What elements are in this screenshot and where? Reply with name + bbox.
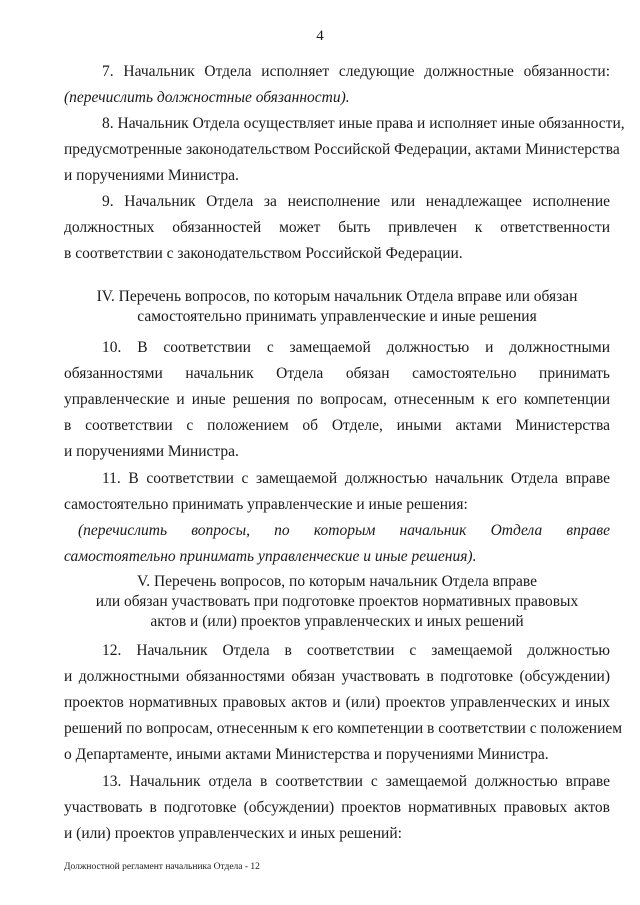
paragraph-line: управленческие и иные решения по вопросам, отнесенным к его компетенции	[64, 391, 610, 408]
paragraph-line: в соответствии с положением об Отделе, иными актами Министерства	[64, 417, 610, 434]
paragraph-12	[64, 638, 623, 768]
paragraph-10	[64, 335, 610, 465]
paragraph-line: и (или) проектов управленческих и иных решений:	[64, 825, 402, 842]
page-number: 4	[316, 28, 324, 44]
paragraph-9	[64, 189, 610, 267]
paragraph-line: проектов нормативных правовых актов и (или) проектов управленческих и иных	[64, 694, 610, 711]
heading-line: V. Перечень вопросов, по которым начальник Отдела вправе	[137, 573, 537, 590]
paragraph-13	[64, 769, 610, 847]
paragraph-line: (перечислить вопросы, по которым начальник Отдела вправе	[78, 522, 610, 539]
paragraph-line: 10. В соответствии с замещаемой должностью и должностными	[102, 339, 610, 356]
page-footer: Должностной регламент начальника Отдела - 12	[64, 862, 260, 872]
paragraph-line: (перечислить должностные обязанности).	[64, 89, 350, 106]
paragraph-line: решений по вопросам, отнесенным к его компетенции в соответствии с положением	[64, 720, 623, 737]
paragraph-line: участвовать в подготовке (обсуждении) проектов нормативных правовых актов	[64, 799, 610, 816]
heading-line: актов и (или) проектов управленческих и иных решений	[150, 613, 524, 630]
paragraph-line: самостоятельно принимать управленческие и иные решения).	[64, 548, 477, 565]
paragraph-line: и поручениями Министра.	[64, 443, 239, 460]
paragraph-line: и поручениями Министра.	[64, 167, 239, 184]
paragraph-line: 7. Начальник Отдела исполняет следующие должностные обязанности:	[102, 63, 610, 80]
paragraph-line: 8. Начальник Отдела осуществляет иные права и исполняет иные обязанности,	[102, 115, 625, 132]
paragraph-11	[64, 466, 610, 570]
heading-line: IV. Перечень вопросов, по которым начальник Отдела вправе или обязан	[96, 288, 578, 305]
paragraph-line: 12. Начальник Отдела в соответствии с замещаемой должностью	[102, 642, 610, 659]
paragraph-line: должностных обязанностей может быть привлечен к ответственности	[64, 219, 610, 236]
paragraph-line: обязанностями начальник Отдела обязан самостоятельно принимать	[64, 365, 610, 382]
paragraph-line: в соответствии с законодательством Российской Федерации.	[64, 245, 463, 262]
paragraph-8	[64, 111, 625, 189]
paragraph-line: и должностными обязанностями обязан участвовать в подготовке (обсуждении)	[64, 668, 610, 685]
paragraph-line: о Департаменте, иными актами Министерства и поручениями Министра.	[64, 746, 549, 763]
paragraph-line: предусмотренные законодательством Российской Федерации, актами Министерства	[64, 141, 620, 158]
heading-line: или обязан участвовать при подготовке проектов нормативных правовых	[95, 593, 579, 610]
paragraph-line: 9. Начальник Отдела за неисполнение или ненадлежащее исполнение	[102, 193, 610, 210]
heading-line: самостоятельно принимать управленческие и иные решения	[137, 308, 537, 325]
paragraph-7	[64, 59, 610, 111]
paragraph-line: 13. Начальник отдела в соответствии с замещаемой должностью вправе	[102, 773, 610, 790]
section-heading-4	[40, 287, 634, 327]
section-heading-5	[40, 572, 634, 632]
paragraph-line: 11. В соответствии с замещаемой должностью начальник Отдела вправе	[102, 470, 610, 487]
paragraph-line: самостоятельно принимать управленческие и иные решения:	[64, 496, 468, 513]
